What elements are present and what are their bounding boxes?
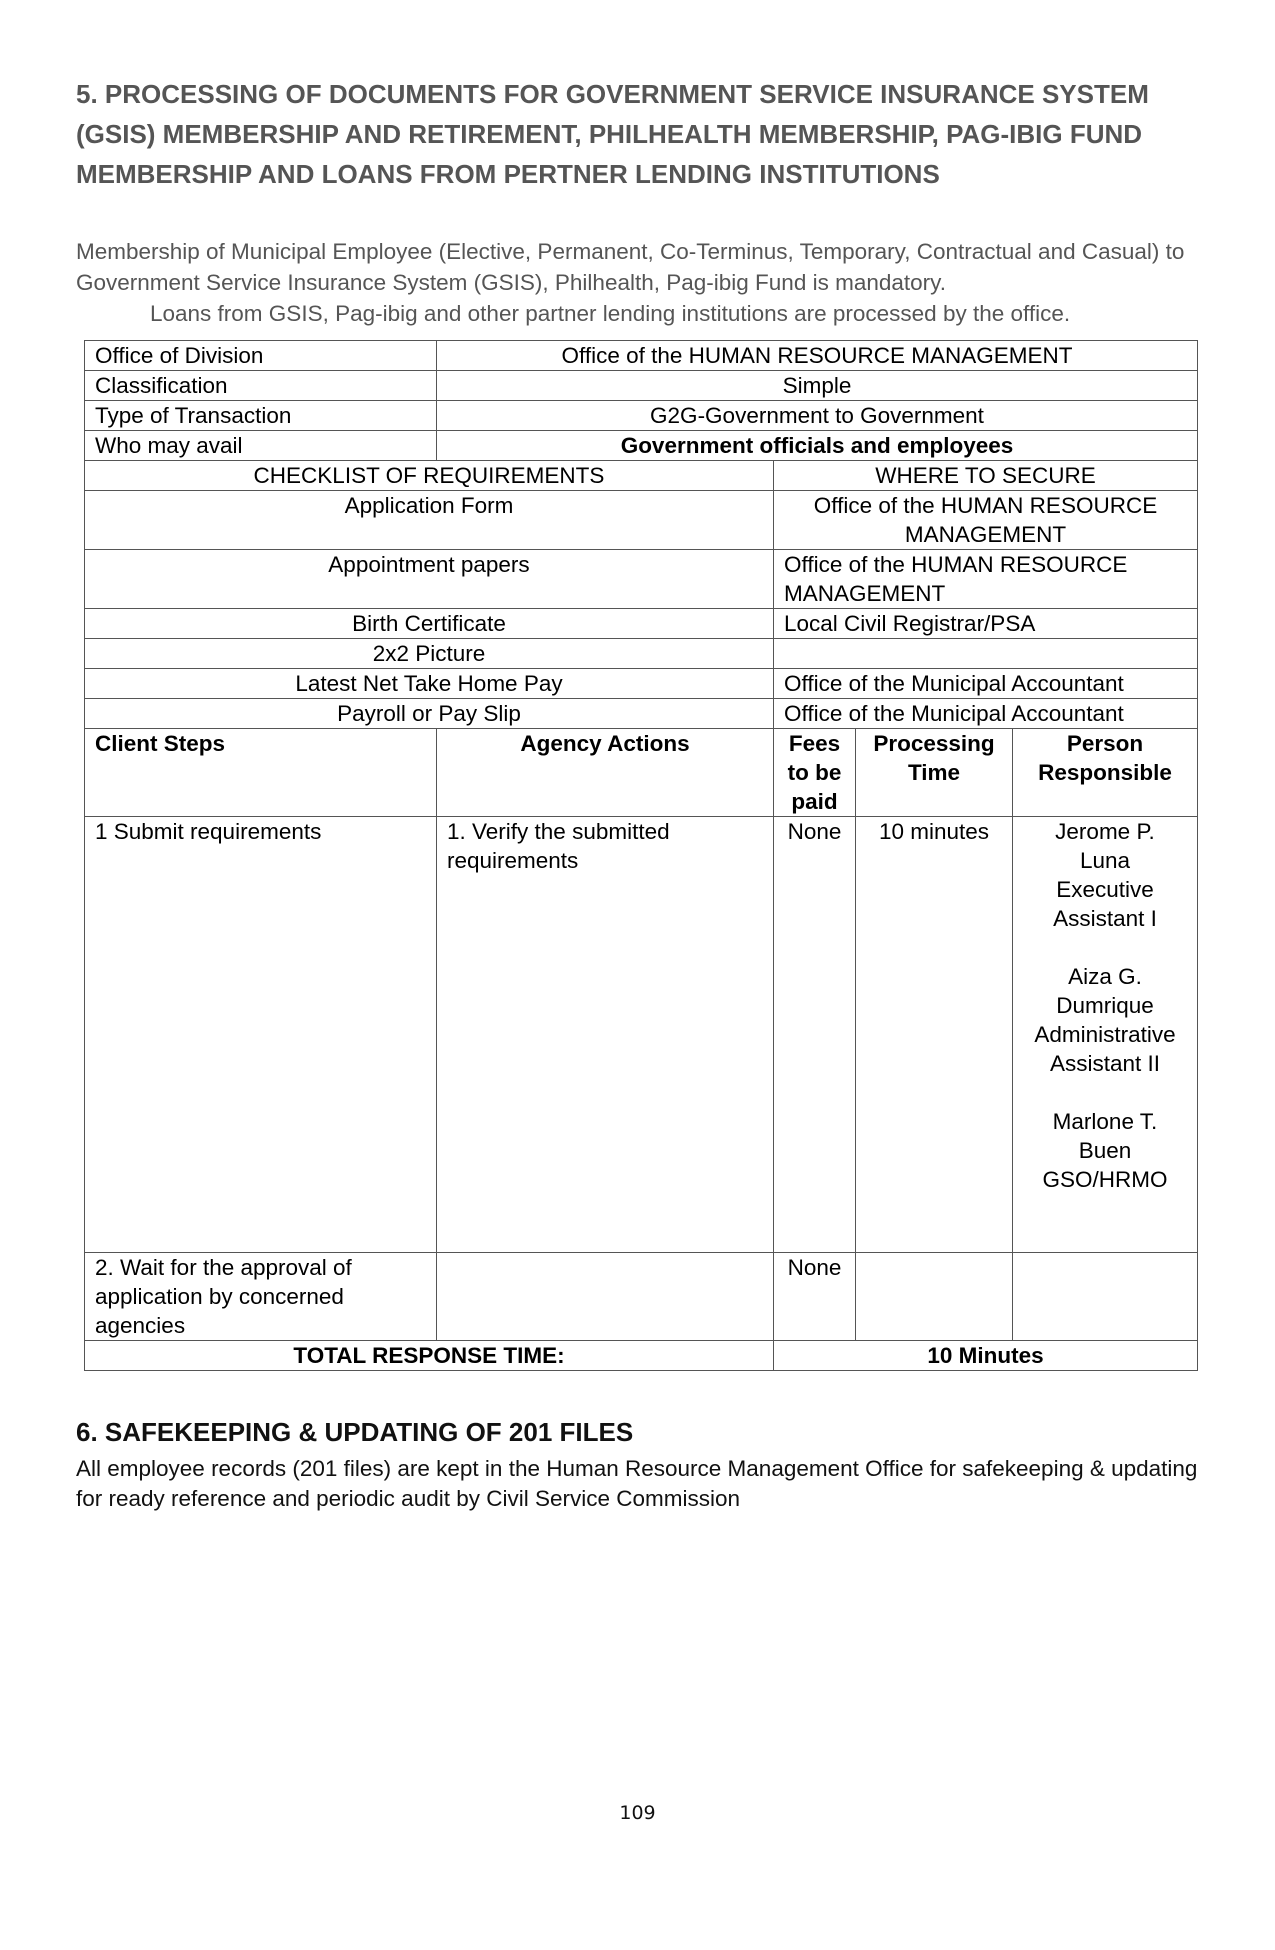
requirement: Payroll or Pay Slip [85,699,774,729]
person-name: Dumrique [1056,993,1154,1018]
requirement: Appointment papers [85,550,774,609]
client-step: 1 Submit requirements [85,817,437,1253]
checklist-header: CHECKLIST OF REQUIREMENTS [85,461,774,491]
classification-value: Simple [437,371,1198,401]
requirement: Latest Net Take Home Pay [85,669,774,699]
where-to-secure: Office of the Municipal Accountant [774,669,1198,699]
persons-responsible [1013,817,1198,1253]
office-label: Office of Division [85,341,437,371]
section-6-body: All employee records (201 files) are kept in the Human Resource Management Office for safekeeping & updating for ready reference and periodic audit by Civil Service Commission [76,1456,1198,1511]
section-5-intro [76,236,1216,329]
agency-action: 1. Verify the submitted requirements [437,817,774,1253]
where-to-secure: Local Civil Registrar/PSA [774,609,1198,639]
steps-header-row [85,729,1198,817]
fees: None [774,817,856,1253]
type-label: Type of Transaction [85,401,437,431]
total-row [85,1341,1198,1371]
fees: None [774,1253,856,1341]
person-name: Luna [1079,848,1131,873]
agency-action [437,1253,774,1341]
where-to-secure [774,639,1198,669]
intro-paragraph-membership: Membership of Municipal Employee (Elective, Permanent, Co-Terminus, Temporary, Contractual and Casual) to Government Service Insurance System (GSIS), Philhealth, Pag-ibig Fund is mandatory. [76,239,1185,295]
person-position: Assistant I [1053,906,1157,931]
checklist-header-row [85,461,1198,491]
info-row-classification [85,371,1198,401]
classification-label: Classification [85,371,437,401]
checklist-row [85,669,1198,699]
client-step: 2. Wait for the approval of application by concerned agencies [85,1253,437,1341]
fees-header: Fees to be paid [774,729,856,817]
total-response-label: TOTAL RESPONSE TIME: [85,1341,774,1371]
person-position: Assistant II [1049,1051,1161,1076]
office-value: Office of the HUMAN RESOURCE MANAGEMENT [437,341,1198,371]
info-row-type [85,401,1198,431]
where-header: WHERE TO SECURE [774,461,1198,491]
section-6-title: 6. SAFEKEEPING & UPDATING OF 201 FILES [76,1417,634,1447]
type-value: G2G-Government to Government [437,401,1198,431]
person-name: Marlone T. [1052,1109,1158,1134]
requirement: 2x2 Picture [85,639,774,669]
requirement: Application Form [85,491,774,550]
person-responsible-header: Person Responsible [1013,729,1198,817]
requirement: Birth Certificate [85,609,774,639]
checklist-row [85,609,1198,639]
checklist-row [85,639,1198,669]
where-to-secure: Office of the HUMAN RESOURCE MANAGEMENT [774,550,1198,609]
where-to-secure: Office of the Municipal Accountant [774,699,1198,729]
person-position: Executive [1056,877,1154,902]
info-row-office [85,341,1198,371]
processing-time-header: Processing Time [856,729,1013,817]
person-name: Buen [1078,1138,1132,1163]
checklist-row [85,550,1198,609]
info-row-who [85,431,1198,461]
agency-actions-header: Agency Actions [437,729,774,817]
person-responsible [1013,1253,1198,1341]
processing-time [856,1253,1013,1341]
step-row [85,1253,1198,1341]
client-steps-header: Client Steps [85,729,437,817]
page-number: 109 [619,1802,656,1824]
where-to-secure: Office of the HUMAN RESOURCE MANAGEMENT [774,491,1198,550]
step-row [85,817,1198,1253]
service-table [84,340,1198,1371]
checklist-row [85,491,1198,550]
checklist-row [85,699,1198,729]
person-name: Jerome P. [1055,819,1155,844]
who-value: Government officials and employees [437,431,1198,461]
person-position: Administrative [1034,1022,1176,1047]
person-name: Aiza G. [1068,964,1142,989]
processing-time: 10 minutes [856,817,1013,1253]
intro-paragraph-loans: Loans from GSIS, Pag-ibig and other partner lending institutions are processed by the office. [150,301,1071,326]
person-position: GSO/HRMO [1042,1167,1168,1192]
total-response-value: 10 Minutes [774,1341,1198,1371]
section-5-title: 5. PROCESSING OF DOCUMENTS FOR GOVERNMENT SERVICE INSURANCE SYSTEM (GSIS) MEMBERSHIP AND RETIREMENT, PHILHEALTH MEMBERSHIP, PAG-IBIG FUND MEMBERSHIP AND LOANS FROM PERTNER LENDING INSTITUTIONS [76,79,1149,189]
who-label: Who may avail [85,431,437,461]
